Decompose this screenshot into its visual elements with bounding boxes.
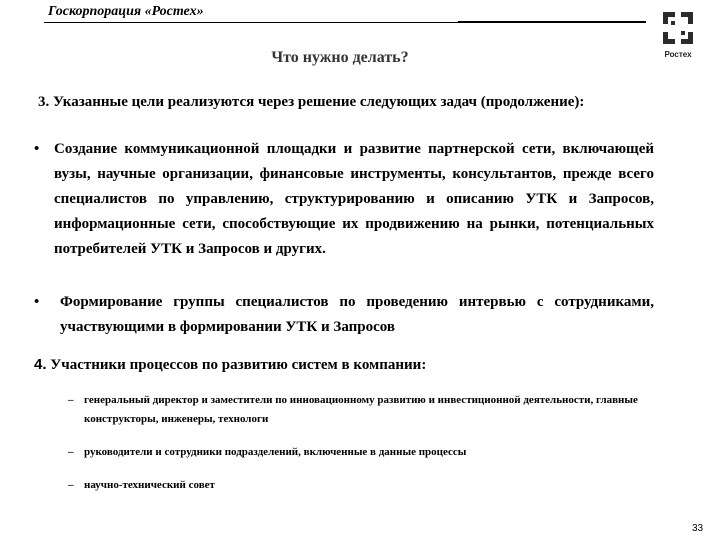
participant-item (68, 476, 668, 495)
header-divider-accent (458, 21, 646, 23)
participant-text: научно-технический совет (84, 479, 215, 491)
participant-text: генеральный директор и заместители по инновационному развитию и инвестиционной деятельности, главные конструкторы, инженеры, технологи (84, 394, 638, 425)
bullet-text: Формирование группы специалистов по проведению интервью с сотрудниками, участвующими в формировании УТК и Запросов (60, 294, 654, 335)
bullet-item (34, 137, 654, 262)
intro-text: Указанные цели реализуются через решение следующих задач (продолжение): (53, 94, 585, 110)
bullet-item (34, 290, 654, 340)
logo-wordmark: Ростех (664, 50, 692, 59)
bullet-marker: • (34, 294, 40, 310)
bullet-marker: • (34, 141, 40, 157)
corporation-name: Госкорпорация «Ростех» (48, 4, 204, 19)
rostec-logo-icon (655, 10, 701, 50)
section-heading (34, 356, 664, 374)
slide-title: Что нужно делать? (271, 49, 409, 66)
header-divider (44, 22, 458, 23)
participant-item (68, 443, 668, 462)
participant-text: руководители и сотрудники подразделений, включенные в данные процессы (84, 446, 467, 458)
section-text: Участники процессов по развитию систем в компании: (50, 357, 427, 373)
section-number: 4. (34, 356, 47, 373)
dash-marker: – (68, 446, 74, 458)
bullet-text: Создание коммуникационной площадки и развитие партнерской сети, включающей вузы, научные организации, финансовые инструменты, консультантов, прежде всего специалистов по управлению, структурированию и описанию УТК и Запросов, информационные сети, способствующие их продвижению на рынки, потенциальных потребителей УТК и Запросов и других. (54, 141, 654, 257)
page-number: 33 (692, 523, 704, 534)
task-intro (34, 92, 664, 113)
intro-number: 3. (38, 94, 50, 110)
dash-marker: – (68, 479, 74, 491)
participant-item (68, 391, 668, 429)
dash-marker: – (68, 394, 74, 406)
